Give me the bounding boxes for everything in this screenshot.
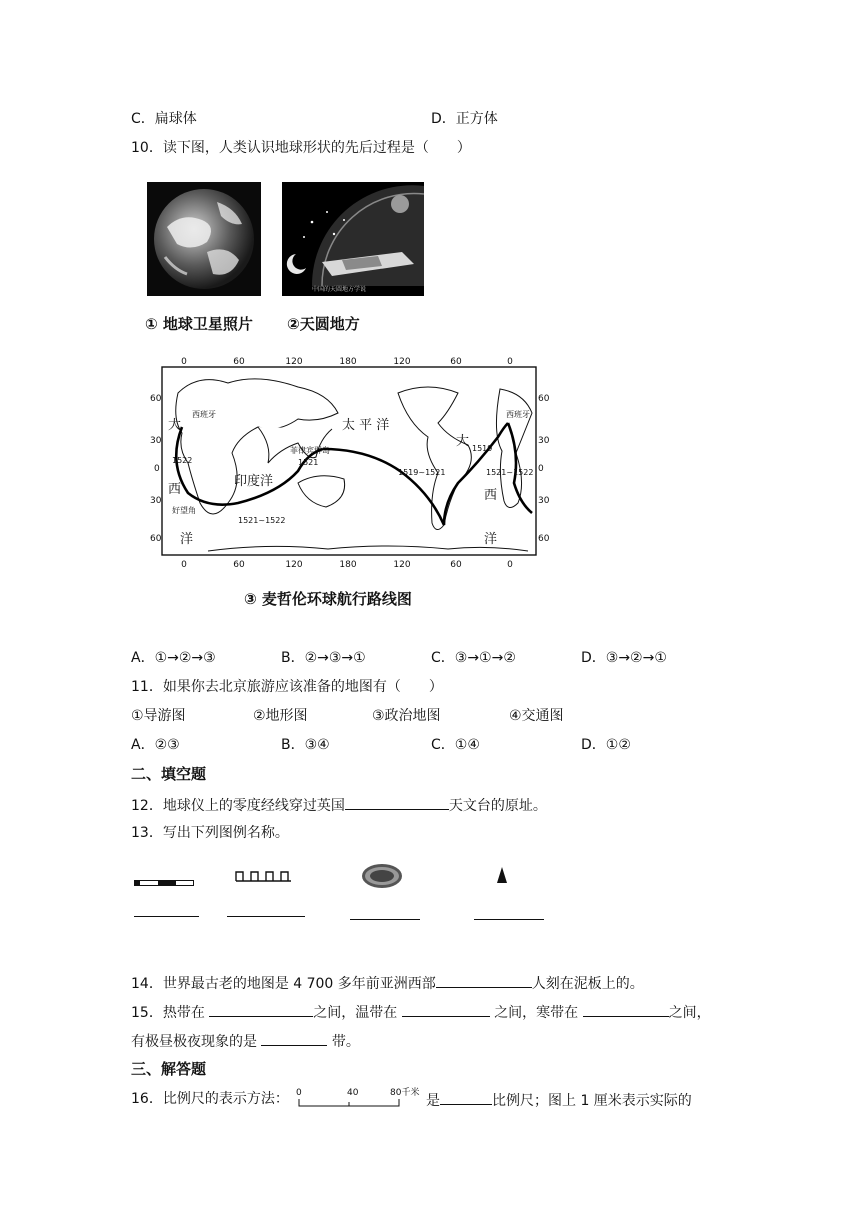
q10-option-b: B．②→③→① (281, 650, 366, 666)
q11-item-2: ②地形图 (253, 708, 308, 724)
magellan-route-map (148, 353, 550, 575)
q11-option-b: B．③④ (281, 737, 330, 753)
q12 (131, 795, 547, 815)
q14 (131, 973, 644, 993)
q12-text-after: 天文台的原址。 (448, 798, 547, 814)
section-3-heading: 三、解答题 (131, 1060, 207, 1078)
q14-text-after: 人刻在泥板上的。 (531, 976, 644, 992)
top-tick: 120 (285, 357, 303, 367)
map-label-indian-ocean: 印度洋 (234, 474, 274, 489)
q15-line2-after: 带。 (331, 1034, 360, 1050)
top-tick: 0 (507, 357, 513, 367)
map-label-yang-right: 洋 (484, 532, 498, 547)
q15-part-4: 之间， (668, 1005, 711, 1021)
bottom-tick: 0 (507, 560, 513, 570)
map-label-1519: 1519 (472, 444, 493, 453)
scale-tick-80: 80千米 (390, 1088, 420, 1098)
map-label-da-left: 大 (168, 418, 182, 433)
sky-round-earth-square-image (282, 182, 424, 296)
bottom-tick: 180 (339, 560, 357, 570)
map-label-da-right: 大 (456, 434, 470, 449)
top-tick: 180 (339, 357, 357, 367)
right-tick: 30 (538, 436, 550, 446)
q15-part-3: 之间，寒带在 (494, 1005, 579, 1021)
q11-option-a: A．②③ (131, 737, 180, 753)
left-tick: 30 (150, 496, 162, 506)
legend-peak-symbol (496, 866, 508, 884)
left-tick: 30 (150, 436, 162, 446)
top-tick: 60 (233, 357, 245, 367)
q15-part-1: 15．热带在 (131, 1005, 205, 1021)
bottom-tick: 60 (233, 560, 245, 570)
q10-option-c: C．③→①→② (431, 650, 516, 666)
q11-item-1: ①导游图 (131, 708, 186, 724)
line-scale-bar (295, 1086, 420, 1110)
map-label-cape: 好望角 (172, 506, 196, 515)
legend-marsh-symbol (361, 863, 403, 889)
q10-option-a: A．①→②→③ (131, 650, 216, 666)
q9-option-d: D．正方体 (431, 111, 498, 127)
map-label-1519-1521: 1519~1521 (398, 468, 446, 477)
q13-stem: 13．写出下列图例名称。 (131, 825, 289, 841)
q13-blank-4[interactable] (474, 919, 544, 920)
q16-text-before: 16．比例尺的表示方法： (131, 1091, 289, 1107)
bottom-tick: 120 (285, 560, 303, 570)
top-tick: 120 (393, 357, 411, 367)
right-tick: 60 (538, 394, 550, 404)
q15-line2-before: 有极昼极夜现象的是 (131, 1034, 257, 1050)
map-label-1522: 1522 (172, 456, 193, 465)
q11-item-3: ③政治地图 (372, 708, 441, 724)
earth-satellite-photo (147, 182, 261, 296)
map-label-xi-right: 西 (484, 488, 498, 503)
q10-stem: 10．读下图，人类认识地球形状的先后过程是（ ） (131, 140, 471, 156)
q11-item-4: ④交通图 (509, 708, 564, 724)
q10-option-d: D．③→②→① (581, 650, 667, 666)
left-tick: 0 (154, 464, 160, 474)
q15-blank-4[interactable] (261, 1031, 327, 1046)
left-tick: 60 (150, 534, 162, 544)
bottom-tick: 120 (393, 560, 411, 570)
inset-caption: 中国的天圆地方学说 (312, 286, 367, 293)
q15-part-2: 之间，温带在 (313, 1005, 398, 1021)
map-label-xi-left: 西 (168, 482, 182, 497)
scale-tick-40: 40 (347, 1088, 359, 1098)
map-label-1521: 1521 (298, 458, 319, 467)
q13-blank-3[interactable] (350, 919, 420, 920)
map-label-spain-right: 西班牙 (506, 410, 530, 419)
q16-text-mid: 是 (426, 1093, 440, 1109)
map-label-pacific: 太 平 洋 (342, 418, 390, 433)
right-tick: 60 (538, 534, 550, 544)
q11-option-c: C．①④ (431, 737, 480, 753)
caption-1: ① 地球卫星照片 (145, 315, 253, 333)
q16-line (426, 1090, 692, 1110)
map-label-1521-1522-right: 1521~1522 (486, 468, 534, 477)
q13-blank-2[interactable] (227, 916, 305, 917)
q14-text-before: 14．世界最古老的地图是 4 700 多年前亚洲西部 (131, 976, 436, 992)
bottom-tick: 0 (181, 560, 187, 570)
map-label-yang-left: 洋 (180, 532, 194, 547)
top-tick: 60 (450, 357, 462, 367)
map-label-1521-1522: 1521~1522 (238, 516, 286, 525)
q16-text-after: 比例尺；图上 1 厘米表示实际的 (492, 1093, 692, 1109)
q15-blank-3[interactable] (583, 1002, 669, 1017)
top-tick: 0 (181, 357, 187, 367)
caption-3: ③ 麦哲伦环球航行路线图 (244, 590, 412, 608)
map-label-spain-left: 西班牙 (192, 410, 216, 419)
legend-railway-symbol (134, 872, 194, 880)
scale-tick-0: 0 (296, 1088, 302, 1098)
caption-2: ②天圆地方 (287, 315, 360, 333)
q15-line-2 (131, 1031, 360, 1051)
q14-blank[interactable] (436, 973, 532, 988)
q9-option-c: C．扁球体 (131, 111, 197, 127)
map-label-philippines: 菲律宾群岛 (290, 446, 330, 455)
bottom-tick: 60 (450, 560, 462, 570)
q15-line-1 (131, 1002, 711, 1022)
legend-wall-symbol (235, 868, 295, 882)
q12-blank[interactable] (345, 795, 449, 810)
q12-text-before: 12．地球仪上的零度经线穿过英国 (131, 798, 345, 814)
q15-blank-2[interactable] (402, 1002, 490, 1017)
left-tick: 60 (150, 394, 162, 404)
right-tick: 0 (538, 464, 544, 474)
q13-blank-1[interactable] (134, 916, 199, 917)
section-2-heading: 二、填空题 (131, 765, 207, 783)
right-tick: 30 (538, 496, 550, 506)
q16-blank[interactable] (440, 1090, 492, 1105)
q11-option-d: D．①② (581, 737, 631, 753)
q15-blank-1[interactable] (209, 1002, 313, 1017)
q11-stem: 11．如果你去北京旅游应该准备的地图有（ ） (131, 679, 443, 695)
